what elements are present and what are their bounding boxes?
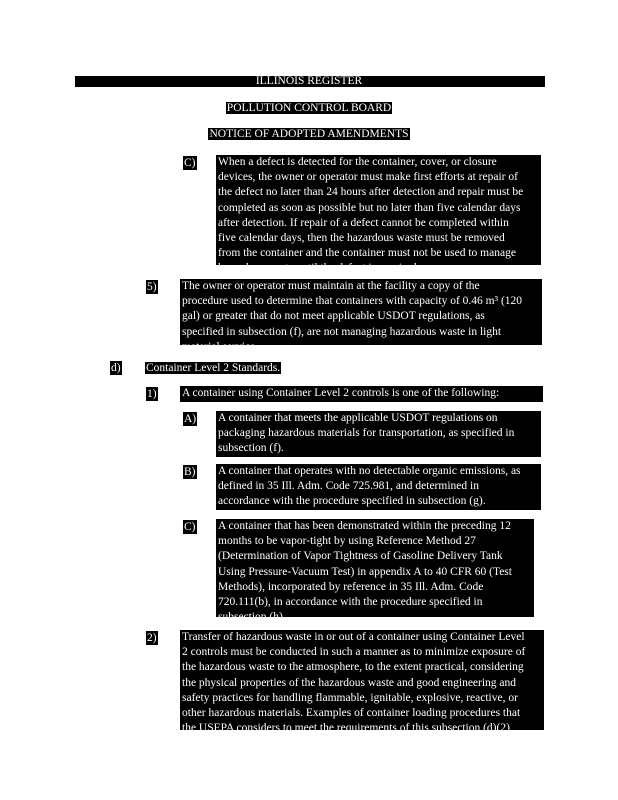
register-title: ILLINOIS REGISTER xyxy=(255,75,363,87)
text-line: procedure used to determine that containers with capacity of 0.46 m³ (120 xyxy=(182,295,523,308)
text-line: other hazardous materials. Examples of container loading procedures that xyxy=(182,707,521,720)
notice-title xyxy=(0,127,618,141)
text-line: five calendar days, then the hazardous waste must be removed xyxy=(218,232,505,245)
text-line: from the container and the container must not be used to manage xyxy=(218,247,516,260)
label-a: A) xyxy=(184,413,197,425)
text-line: subsection (h). xyxy=(218,611,286,624)
text-line: after detection. If repair of a defect cannot be completed within xyxy=(218,216,509,229)
text-line: months to be vapor-tight by using Reference Method 27 xyxy=(218,535,476,548)
heading-d-text: Container Level 2 Standards. xyxy=(146,362,281,374)
para-1 xyxy=(180,386,543,402)
text-line: specified in subsection (f), are not managing hazardous waste in light xyxy=(182,325,502,338)
label-b: B) xyxy=(184,466,196,478)
text-line: the hazardous waste to the atmosphere, to the extent practical, considering xyxy=(182,661,524,674)
text-line: gal) or greater that do not meet applicable USDOT regulations, as xyxy=(182,310,485,323)
label-1: 1) xyxy=(147,388,157,400)
text-line: accordance with the procedure specified in subsection (g). xyxy=(218,495,486,508)
text-line: safety practices for handling flammable, ignitable, explosive, reactive, or xyxy=(182,691,518,704)
para-c2 xyxy=(216,519,534,624)
text-line: the physical properties of the hazardous waste and good engineering and xyxy=(182,676,517,689)
para-2 xyxy=(180,630,544,735)
text-line: 720.111(b), in accordance with the procedure specified in xyxy=(218,596,483,609)
para-a xyxy=(216,411,541,457)
text-line: subsection (f). xyxy=(218,442,284,455)
label-c2: C) xyxy=(184,521,196,533)
text-line: Methods), incorporated by reference in 35 Ill. Adm. Code xyxy=(218,580,484,593)
text-line: A container that has been demonstrated within the preceding 12 xyxy=(218,520,511,532)
board-title xyxy=(0,101,618,115)
para-5 xyxy=(180,279,542,353)
label-5: 5) xyxy=(147,281,157,293)
text-line: Using Pressure-Vacuum Test) in appendix A to 40 CFR 60 (Test xyxy=(218,565,512,578)
label-d: d) xyxy=(111,362,121,374)
text-line: material service. xyxy=(182,340,258,353)
text-line: hazardous waste until the defect is repaired. xyxy=(218,262,420,275)
board-title-text: POLLUTION CONTROL BOARD xyxy=(226,102,392,114)
text-line: Transfer of hazardous waste in or out of a container using Container Level xyxy=(182,631,525,643)
text-line: devices, the owner or operator must make first efforts at repair of xyxy=(218,171,518,184)
heading-d xyxy=(145,361,281,375)
text-line: The owner or operator must maintain at the facility a copy of the xyxy=(182,280,480,292)
text-line: 2 controls must be conducted in such a manner as to minimize exposure of xyxy=(182,646,526,659)
text-line: A container using Container Level 2 controls is one of the following: xyxy=(182,387,500,399)
text-line: the USEPA considers to meet the requirements of this subsection (d)(2) xyxy=(182,722,510,735)
notice-title-text: NOTICE OF ADOPTED AMENDMENTS xyxy=(209,128,409,140)
label-2: 2) xyxy=(147,632,157,644)
text-line: the defect no later than 24 hours after detection and repair must be xyxy=(218,186,524,199)
text-line: When a defect is detected for the container, cover, or closure xyxy=(218,156,497,168)
label-c-defect: C) xyxy=(184,157,196,169)
text-line: A container that operates with no detectable organic emissions, as xyxy=(218,465,521,477)
text-line: defined in 35 Ill. Adm. Code 725.981, and determined in xyxy=(218,480,479,493)
text-line: completed as soon as possible but no later than five calendar days xyxy=(218,201,521,214)
para-b xyxy=(216,464,541,510)
text-line: A container that meets the applicable USDOT regulations on xyxy=(218,412,498,424)
text-line: (Determination of Vapor Tightness of Gasoline Delivery Tank xyxy=(218,550,503,563)
para-c-defect xyxy=(216,155,541,275)
text-line: packaging hazardous materials for transportation, as specified in xyxy=(218,427,515,440)
